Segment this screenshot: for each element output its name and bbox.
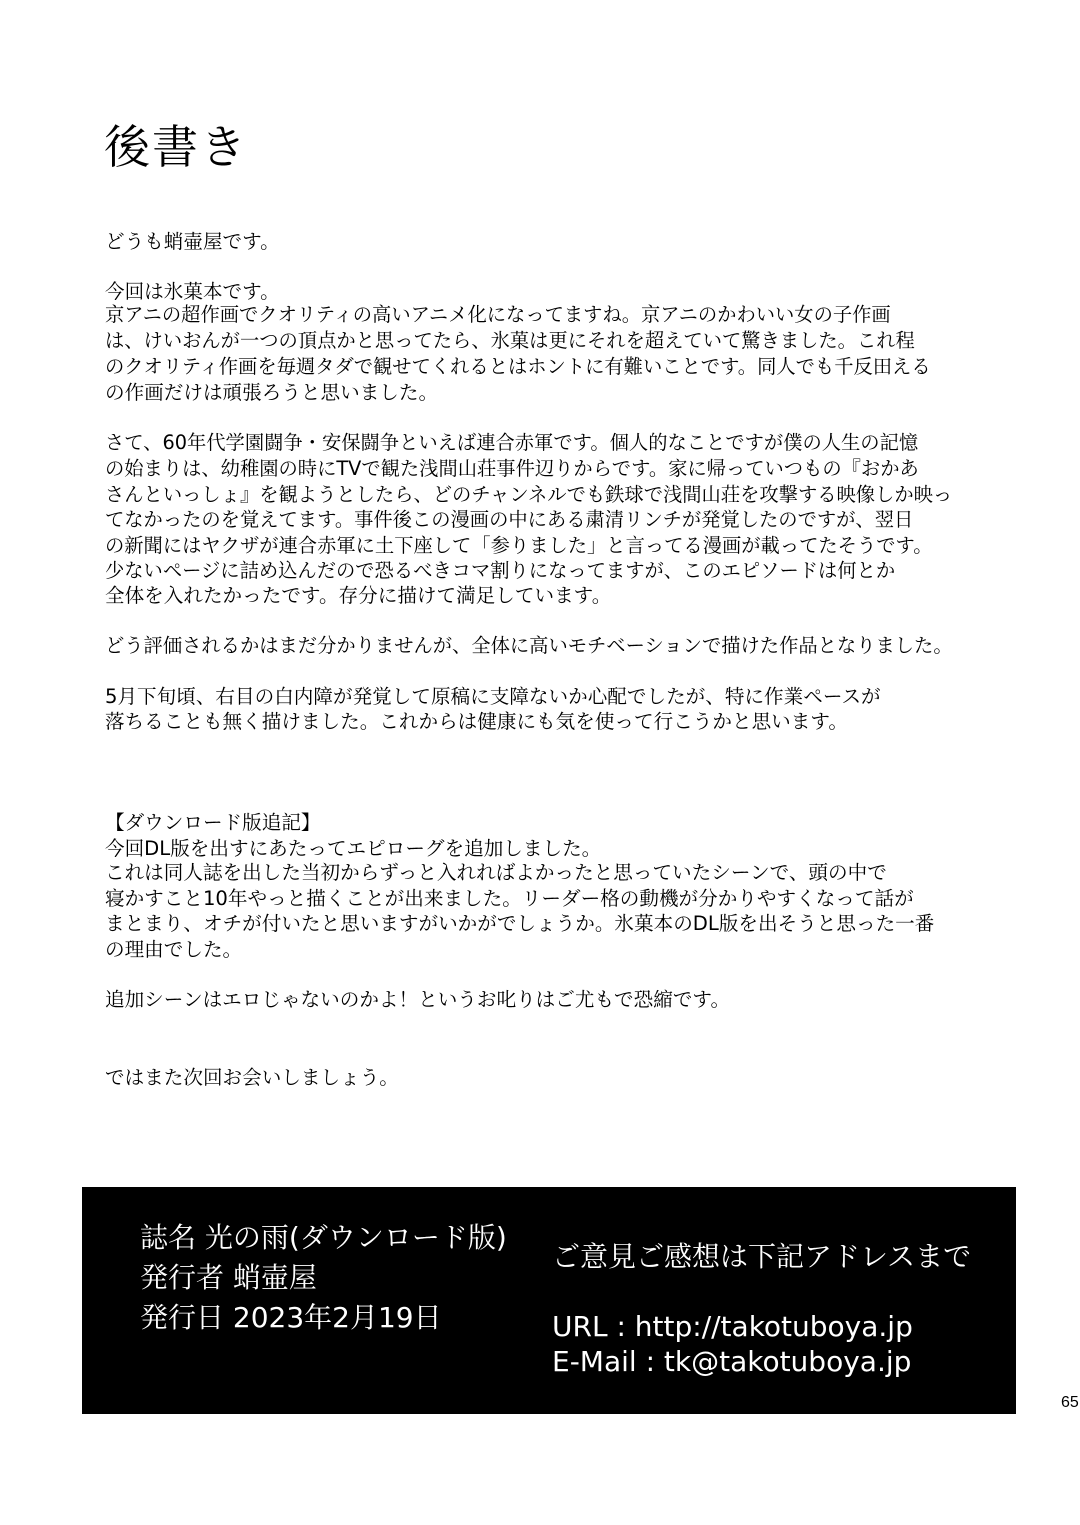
text-line: 落ちることも無く描けました。これからは健康にも気を使って行こうかと思います。	[105, 710, 848, 733]
colophon-date: 発行日 2023年2月19日	[140, 1301, 442, 1334]
email-line: E-Mail : tk@takotuboya.jp	[552, 1345, 912, 1378]
text-line: 追加シーンはエロじゃないのかよ！というお叱りはご尤もで恐縮です。	[105, 988, 731, 1011]
text-line: の作画だけは頑張ろうと思いました。	[105, 381, 439, 404]
text-line: 全体を入れたかったです。存分に描けて満足しています。	[105, 584, 612, 607]
colophon-title: 誌名 光の雨(ダウンロード版)	[140, 1221, 507, 1254]
text-line: 5月下旬頃、右目の白内障が発覚して原稿に支障ないか心配でしたが、特に作業ペースが	[105, 685, 881, 708]
text-line: は、けいおんが一つの頂点かと思ってたら、氷菓は更にそれを超えていて驚きました。これ程	[105, 329, 915, 352]
text-line: 少ないページに詰め込んだので恐るべきコマ割りになってますが、このエピソードは何とか	[105, 559, 896, 582]
text-line: どうも蛸壷屋です。	[105, 230, 280, 253]
text-line: 今回DL版を出すにあたってエピローグを追加しました。	[105, 837, 602, 860]
colophon-publisher: 発行者 蛸壷屋	[140, 1261, 317, 1294]
text-line: のクオリティ作画を毎週タダで観せてくれるとはホントに有難いことです。同人でも千反田える	[105, 355, 931, 378]
text-line: の新聞にはヤクザが連合赤軍に土下座して「参りました」と言ってる漫画が載ってたそうです。	[105, 534, 933, 557]
text-line: の理由でした。	[105, 938, 243, 961]
text-line: の始まりは、幼稚園の時にTVで観た浅間山荘事件辺りからです。家に帰っていつもの『おかあ	[105, 457, 919, 480]
text-line: てなかったのを覚えてます。事件後この漫画の中にある粛清リンチが発覚したのですが、翌日	[105, 508, 914, 531]
page-title: 後書き	[104, 120, 248, 174]
page-number: 65	[1061, 1394, 1079, 1411]
text-line: ではまた次回お会いしましょう。	[105, 1066, 399, 1089]
colophon-box	[82, 1187, 1016, 1414]
text-line: どう評価されるかはまだ分かりませんが、全体に高いモチベーションで描けた作品となりました。	[105, 634, 953, 657]
url-line: URL : http://takotuboya.jp	[552, 1310, 913, 1343]
text-line: これは同人誌を出した当初からずっと入れればよかったと思っていたシーンで、頭の中で	[105, 861, 887, 884]
text-line: まとまり、オチが付いたと思いますがいかがでしょうか。氷菓本のDL版を出そうと思った一番	[105, 912, 935, 935]
text-line: さて、60年代学園闘争・安保闘争といえば連合赤軍です。個人的なことですが僕の人生の記憶	[105, 431, 919, 454]
text-line: 寝かすこと10年やっと描くことが出来ました。リーダー格の動機が分かりやすくなって話が	[105, 887, 914, 910]
feedback-note: ご意見ご感想は下記アドレスまで	[552, 1240, 972, 1273]
text-line: 【ダウンロード版追記】	[105, 811, 321, 834]
text-line: 今回は氷菓本です。	[105, 280, 280, 303]
text-line: 京アニの超作画でクオリティの高いアニメ化になってますね。京アニのかわいい女の子作画	[105, 303, 891, 326]
text-line: さんといっしょ』を観ようとしたら、どのチャンネルでも鉄球で浅間山荘を攻撃する映像しか映っ	[105, 483, 953, 506]
